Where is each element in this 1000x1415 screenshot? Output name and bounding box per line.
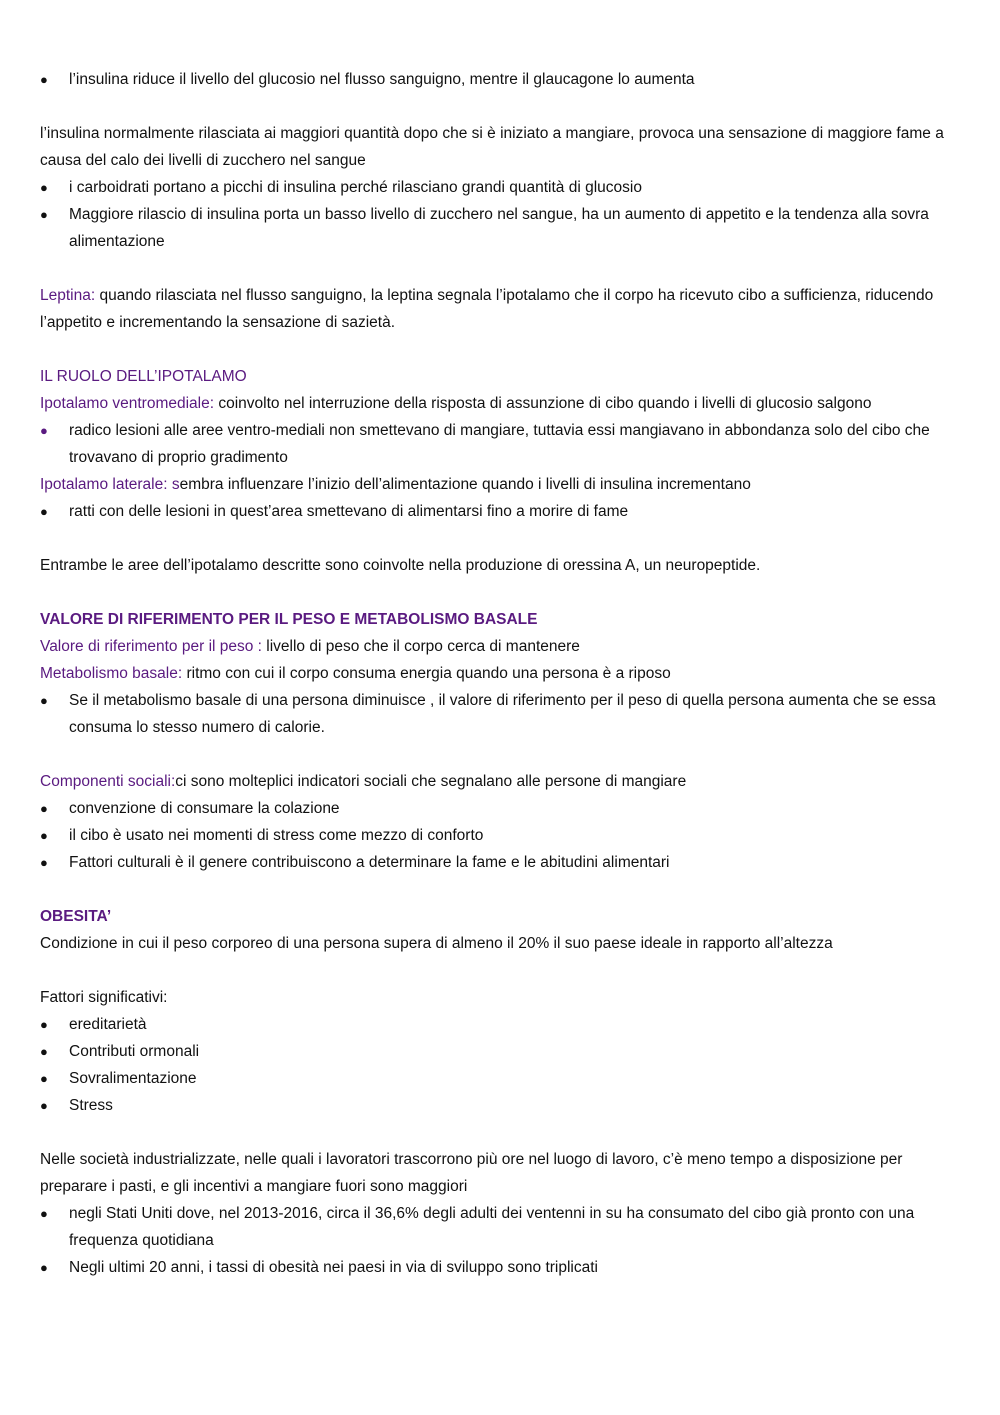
- bullet-icon: ●: [40, 72, 48, 87]
- list-item-text: Negli ultimi 20 anni, i tassi di obesità nei paesi in via di sviluppo sono triplicati: [69, 1259, 598, 1276]
- list-item-text: radico lesioni alle aree ventro-mediali non smettevano di mangiare, tuttavia essi mangiavano in abbondanza solo del cibo che trovavano di proprio gradimento: [69, 422, 930, 466]
- metabolism-text: ritmo con cui il corpo consuma energia quando una persona è a riposo: [182, 665, 671, 682]
- bullet-icon: ●: [40, 1017, 48, 1032]
- list-item-text: Stress: [69, 1097, 113, 1114]
- list-item: [40, 1065, 965, 1092]
- list-item: [40, 1092, 965, 1119]
- bullet-icon: ●: [40, 1206, 48, 1221]
- bullet-icon: ●: [40, 828, 48, 843]
- bullet-icon: ●: [40, 504, 48, 519]
- bullet-icon: ●: [40, 1098, 48, 1113]
- leptin-text: quando rilasciata nel flusso sanguigno, la leptina segnala l’ipotalamo che il corpo ha ricevuto cibo a sufficienza, riducendo l’appetito e incrementando la sensazione di sazietà.: [40, 287, 934, 331]
- setpoint-paragraph: [40, 633, 965, 660]
- lateral-text: embra influenzare l’inizio dell’alimentazione quando i livelli di insulina incrementano: [179, 476, 751, 493]
- bullet-icon: ●: [40, 801, 48, 816]
- bullet-icon: ●: [40, 423, 48, 438]
- list-item-text: ratti con delle lesioni in quest’area smettevano di alimentarsi fino a morire di fame: [69, 503, 629, 520]
- list-item: [40, 417, 965, 471]
- setpoint-term: Valore di riferimento per il peso :: [40, 638, 262, 655]
- list-item: [40, 498, 965, 525]
- list-item: [40, 1011, 965, 1038]
- bullet-icon: ●: [40, 855, 48, 870]
- list-item-text: Fattori culturali è il genere contribuiscono a determinare la fame e le abitudini alimentari: [69, 854, 670, 871]
- list-item-text: convenzione di consumare la colazione: [69, 800, 340, 817]
- list-item-text: Sovralimentazione: [69, 1070, 197, 1087]
- list-item-text: Se il metabolismo basale di una persona diminuisce , il valore di riferimento per il peso di quella persona aumenta che se essa consuma lo stesso numero di calorie.: [69, 692, 936, 736]
- list-item-text: Maggiore rilascio di insulina porta un basso livello di zucchero nel sangue, ha un aumento di appetito e la tendenza alla sovra alimentazione: [69, 206, 929, 250]
- leptin-paragraph: [40, 282, 965, 336]
- setpoint-text: livello di peso che il corpo cerca di mantenere: [261, 638, 580, 655]
- metabolism-paragraph: [40, 660, 965, 687]
- social-term: Componenti sociali:: [40, 773, 176, 790]
- list-item: [40, 1038, 965, 1065]
- hypothalamus-summary: Entrambe le aree dell’ipotalamo descritte sono coinvolte nella produzione di oressina A, un neuropeptide.: [40, 557, 761, 574]
- ventromedial-term: Ipotalamo ventromediale:: [40, 395, 215, 412]
- lateral-paragraph: [40, 471, 965, 498]
- leptin-term: Leptina:: [40, 287, 96, 304]
- bullet-icon: ●: [40, 1260, 48, 1275]
- list-item: [40, 1200, 965, 1254]
- lateral-term: Ipotalamo laterale: s: [40, 476, 180, 493]
- list-item: [40, 687, 965, 741]
- list-item: [40, 1254, 965, 1281]
- insulin-effects-list: [40, 174, 965, 255]
- ventromedial-paragraph: [40, 390, 965, 417]
- list-item: [40, 795, 965, 822]
- bullet-icon: ●: [40, 207, 48, 222]
- lateral-list: [40, 498, 965, 525]
- metabolism-list: [40, 687, 965, 741]
- bullet-icon: ●: [40, 1044, 48, 1059]
- list-item: [40, 822, 965, 849]
- insulin-list: [40, 66, 965, 93]
- list-item-text: ereditarietà: [69, 1016, 147, 1033]
- list-item: [40, 174, 965, 201]
- hypothalamus-heading: IL RUOLO DELL’IPOTALAMO: [40, 368, 247, 385]
- metabolism-term: Metabolismo basale:: [40, 665, 183, 682]
- factors-label: Fattori significativi:: [40, 989, 168, 1006]
- insulin-paragraph: l’insulina normalmente rilasciata ai maggiori quantità dopo che si è iniziato a mangiare, provoca una sensazione di maggiore fame a causa del calo dei livelli di zucchero nel sangue: [40, 125, 944, 169]
- list-item-text: i carboidrati portano a picchi di insulina perché rilasciano grandi quantità di glucosio: [69, 179, 642, 196]
- list-item: [40, 66, 965, 93]
- ventromedial-text: coinvolto nel interruzione della risposta di assunzione di cibo quando i livelli di glucosio salgono: [214, 395, 872, 412]
- list-item-text: l’insulina riduce il livello del glucosio nel flusso sanguigno, mentre il glaucagone lo aumenta: [69, 71, 695, 88]
- bullet-icon: ●: [40, 693, 48, 708]
- list-item-text: Contributi ormonali: [69, 1043, 200, 1060]
- list-item-text: negli Stati Uniti dove, nel 2013-2016, circa il 36,6% degli adulti dei ventenni in su ha consumato del cibo già pronto con una frequenza quotidiana: [69, 1205, 915, 1249]
- bullet-icon: ●: [40, 180, 48, 195]
- obesity-heading: OBESITA’: [40, 908, 112, 925]
- obesity-definition: Condizione in cui il peso corporeo di una persona supera di almeno il 20% il suo paese ideale in rapporto all’altezza: [40, 935, 833, 952]
- document-page: [40, 66, 965, 1281]
- social-paragraph: [40, 768, 965, 795]
- bullet-icon: ●: [40, 1071, 48, 1086]
- list-item: [40, 849, 965, 876]
- list-item: [40, 201, 965, 255]
- industrial-paragraph: Nelle società industrializzate, nelle quali i lavoratori trascorrono più ore nel luogo di lavoro, c’è meno tempo a disposizione per preparare i pasti, e gli incentivi a mangiare fuori sono maggiori: [40, 1151, 903, 1195]
- factors-list: [40, 1011, 965, 1119]
- industrial-list: [40, 1200, 965, 1281]
- setpoint-heading: VALORE DI RIFERIMENTO PER IL PESO E METABOLISMO BASALE: [40, 611, 538, 628]
- social-list: [40, 795, 965, 876]
- list-item-text: il cibo è usato nei momenti di stress come mezzo di conforto: [69, 827, 484, 844]
- social-text: ci sono molteplici indicatori sociali che segnalano alle persone di mangiare: [175, 773, 687, 790]
- ventromedial-list: [40, 417, 965, 471]
